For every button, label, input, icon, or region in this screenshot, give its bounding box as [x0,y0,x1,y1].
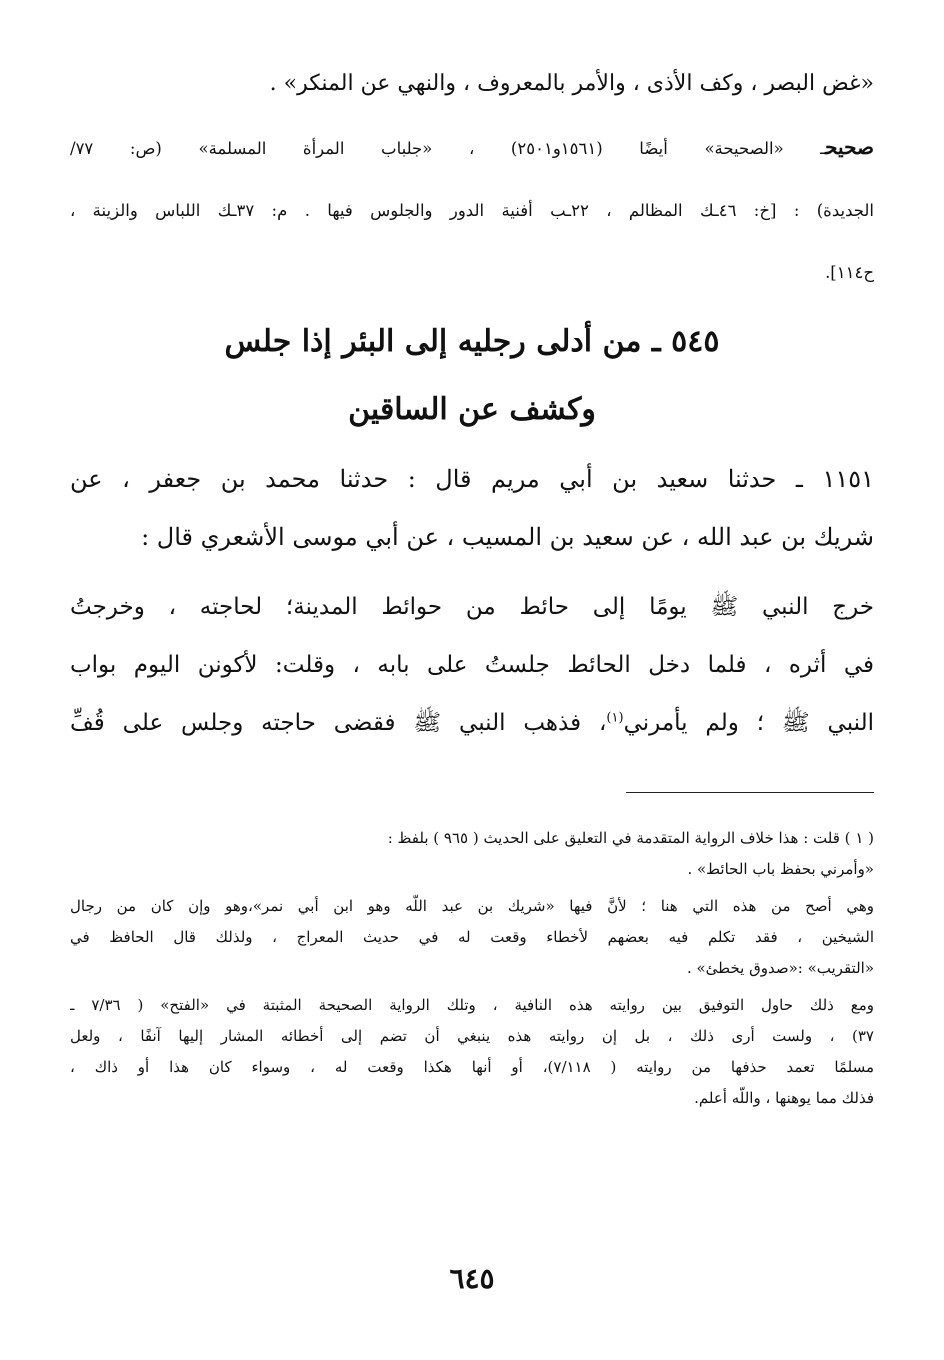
matn-line-3 [70,694,874,752]
matn-line-2: في أثره ، فلما دخل الحائط جلستُ على بابه ، وقلت: لأكونن اليوم بواب [70,652,874,678]
matn-line-3-part-a: النبي ﷺ ؛ ولم يأمرني [623,710,874,736]
footnote-1-p2-line-3: «التقريب» :«صدوق يخطئ» . [686,959,874,977]
isnad-line-1: ١١٥١ ـ حدثنا سعيد بن أبي مريم قال : حدثنا محمد بن جعفر ، عن [70,465,874,493]
footnote-1-line-1: ( ١ ) قلت : هذا خلاف الرواية المتقدمة في التعليق على الحديث ( ٩٦٥ ) بلفظ : [387,829,874,847]
hadith-matn [70,578,874,752]
footnote-1-line-2: «وأمرني بحفظ باب الحائط» . [687,860,874,878]
chapter-title-line-1: ٥٤٥ ـ من أدلى رجليه إلى البئر إذا جلس [224,324,720,359]
book-page [70,60,874,1320]
grading-line-2: الجديدة) : [خ: ٤٦ـك المظالم ، ٢٢ـب أفنية الدور والجلوس فيها . م: ٣٧ـك اللباس والزينة ، [70,201,874,220]
footnotes [70,823,874,1114]
grading-line-3: ح١١٤]. [825,263,874,282]
footnote-1-p3-line-2: ٣٧) ، ولست أرى ذلك ، بل إن روايته هذه ينبغي أن تضم إلى أخطائه المشار إليها آنفًا ، ولعل [70,1027,874,1045]
footnote-1-paragraph-2 [70,891,874,984]
footnote-1-p3-line-4: فذلك مما يوهنها ، واللّه أعلم. [694,1089,874,1107]
hadith-quote-end: «غض البصر ، وكف الأذى ، والأمر بالمعروف ، والنهي عن المنكر» . [269,71,874,96]
footnote-reference: (١) [606,710,624,726]
footnote-1-p2-line-2: الشيخين ، فقد تكلم فيه بعضهم لأخطاء وقعت له في حديث المعراج ، ولذلك قال الحافظ في [70,928,874,946]
grading-tag: صحيح [825,135,874,159]
matn-line-1: خرج النبي ﷺ يومًا إلى حائط من حوائط المدينة؛ لحاجته ، وخرجتُ [70,594,874,620]
footnote-1-p3-line-3: مسلمًا تعمد حذفها من روايته ( ٧/١١٨)، أو أنها هكذا وقعت له ، وسواء كان هذا أو ذاك ، [70,1058,874,1076]
hadith-isnad [70,450,874,566]
footnote-1-intro [70,823,874,885]
footnote-1-p2-line-1: وهي أصح من هذه التي هنا ؛ لأنَّ فيها «شريك بن عبد اللّه وهو ابن أبي نمر»،وهو وإن كان من رجال [70,897,874,915]
chapter-title-line-2: وكشف عن الساقين [348,392,596,427]
matn-line-3-part-b: ، فذهب النبي ﷺ فقضى حاجته وجلس على قُفِّ [70,710,607,736]
isnad-line-2: شريك بن عبد الله ، عن سعيد بن المسيب ، عن أبي موسى الأشعري قال : [141,523,874,551]
grading-line-1 [70,116,874,180]
footnote-1-p3-line-1: ومع ذلك حاول التوفيق بين روايته هذه النافية ، وتلك الرواية الصحيحة المثبتة في «الفتح» ( ٧/٣٦ ـ [70,996,874,1014]
chapter-title [70,308,874,444]
footnote-separator [626,792,874,793]
page-number: ٦٤٥ [449,1262,495,1295]
footnote-1-paragraph-3 [70,990,874,1114]
grading-section [70,116,874,304]
grading-text-1: ـ «الصحيحة» أيضًا (١٥٦١و٢٥٠١) ، «جلباب المرأة المسلمة» (ص: ٧٧/ [70,139,826,158]
